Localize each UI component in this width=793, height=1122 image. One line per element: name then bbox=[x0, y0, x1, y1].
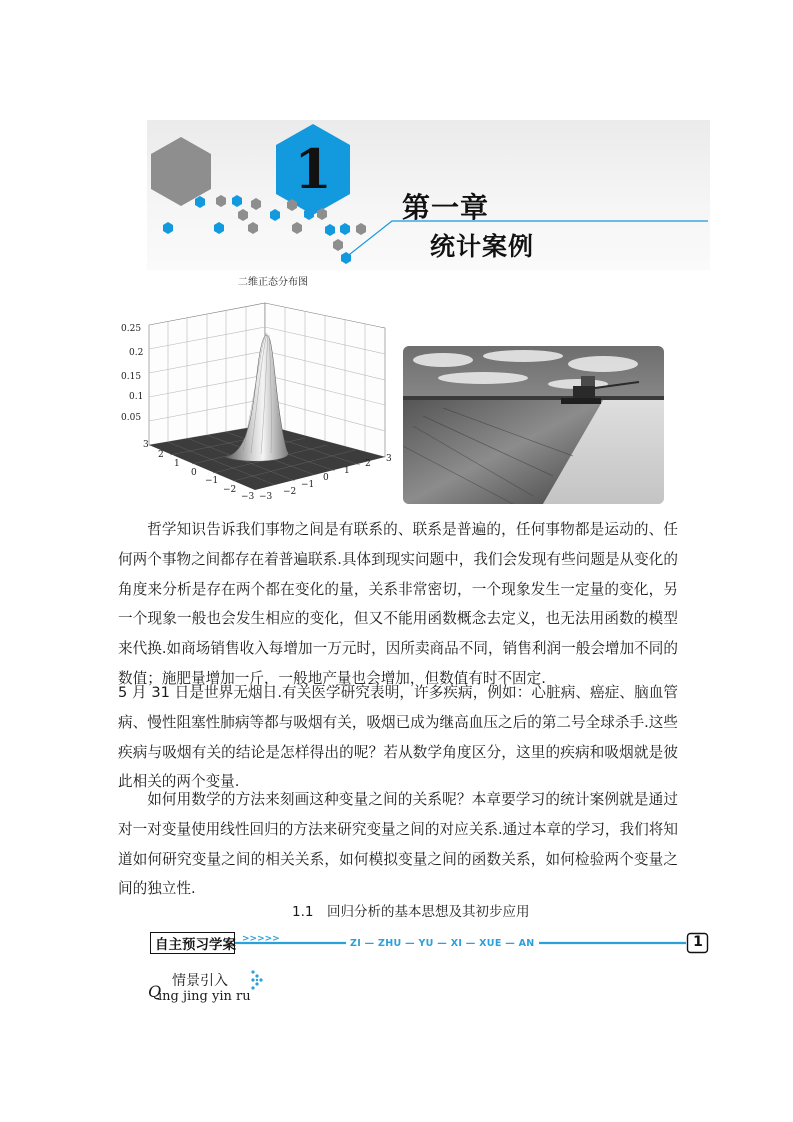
small-hex bbox=[325, 224, 335, 236]
small-hex bbox=[333, 239, 343, 251]
small-hex bbox=[232, 195, 242, 207]
small-hex bbox=[356, 223, 366, 235]
y-tick: 1 bbox=[344, 466, 350, 476]
scene-title: 情景引入 bbox=[172, 973, 228, 989]
y-tick: −2 bbox=[283, 487, 297, 497]
paragraph-text: 哲学知识告诉我们事物之间是有联系的、联系是普遍的，任何事物都是运动的、任何两个事物之间都存在着普遍联系.具体到现实问题中，我们会发现有些问题是从变化的角度来分析是存在两个都在变化的量，关系非常密切，一个现象发生一定量的变化，另一个现象一般也会发生相应的变化，但又不能用函数概念去定义，也无法用函数的模型来代换.如商场销售收入每增加一万元时，因所卖商品不同，销售利润一般会增加不同的数值；施肥量增加一斤，一般地产量也会增加，但数值有时不固定. bbox=[118, 521, 678, 687]
z-tick: 0.25 bbox=[121, 324, 142, 334]
x-tick: 0 bbox=[191, 468, 197, 478]
small-hex bbox=[248, 222, 258, 234]
scene-pinyin: ing jing yin ru bbox=[158, 989, 251, 1004]
x-tick: 2 bbox=[158, 450, 164, 460]
x-tick: −3 bbox=[241, 492, 255, 502]
paragraph-no-smoking-day bbox=[118, 678, 678, 797]
gray-hexagon-large bbox=[151, 137, 211, 206]
x-tick: −2 bbox=[223, 485, 237, 495]
paragraph-text: 5 月 31 日是世界无烟日.有关医学研究表明，许多疾病，例如：心脏病、癌症、脑血管病、慢性阻塞性肺病等都与吸烟有关，吸烟已成为继高血压之后的第二号全球杀手.这些疾病与吸烟有关的结论是怎样得出的呢？若从数学角度区分，这里的疾病和吸烟就是彼此相关的两个变量. bbox=[118, 684, 678, 791]
z-tick: 0.1 bbox=[129, 392, 144, 402]
preview-arrows: >>>>> bbox=[242, 934, 280, 944]
scene-initial: Q bbox=[148, 982, 162, 1001]
chapter-label: 第一章 bbox=[402, 191, 490, 224]
x-tick: −1 bbox=[205, 476, 219, 486]
x-tick: 3 bbox=[143, 440, 149, 450]
small-hex bbox=[195, 196, 205, 208]
figure-title: 二维正态分布图 bbox=[238, 277, 308, 288]
small-hex bbox=[251, 198, 261, 210]
y-tick: 3 bbox=[386, 454, 392, 464]
paragraph-philosophy bbox=[118, 515, 678, 694]
paragraph-chapter-intro bbox=[118, 785, 678, 904]
z-tick: 0.2 bbox=[129, 348, 144, 358]
y-tick: 0 bbox=[323, 473, 329, 483]
y-tick: 2 bbox=[365, 459, 371, 469]
small-hex bbox=[216, 195, 226, 207]
small-hex bbox=[214, 222, 224, 234]
normal-distribution-surface-plot bbox=[115, 285, 400, 510]
preview-number: 1 bbox=[693, 934, 703, 950]
section-title: 1.1 回归分析的基本思想及其初步应用 bbox=[292, 904, 530, 920]
chapter-number: 1 bbox=[294, 137, 332, 201]
small-hex bbox=[340, 223, 350, 235]
x-tick: 1 bbox=[174, 459, 180, 469]
preview-label: 自主预习学案 bbox=[155, 937, 236, 953]
chevron-right-icon bbox=[250, 968, 270, 994]
banner-decoration bbox=[0, 0, 793, 300]
wheat-field-harvester-photo bbox=[403, 346, 664, 504]
y-tick: −3 bbox=[259, 492, 273, 502]
z-tick: 0.05 bbox=[121, 413, 142, 423]
paragraph-text: 如何用数学的方法来刻画这种变量之间的关系呢？本章要学习的统计案例就是通过对一对变量使用线性回归的方法来研究变量之间的对应关系.通过本章的学习，我们将知道如何研究变量之间的相关关系，如何模拟变量之间的函数关系，如何检验两个变量之间的独立性. bbox=[118, 791, 678, 898]
small-hex bbox=[163, 222, 173, 234]
small-hex bbox=[238, 209, 248, 221]
chapter-title: 统计案例 bbox=[430, 232, 535, 261]
y-tick: −1 bbox=[301, 480, 315, 490]
preview-pinyin: ZI — ZHU — YU — XI — XUE — AN bbox=[346, 938, 539, 949]
z-tick: 0.15 bbox=[121, 372, 142, 382]
small-hex bbox=[292, 222, 302, 234]
